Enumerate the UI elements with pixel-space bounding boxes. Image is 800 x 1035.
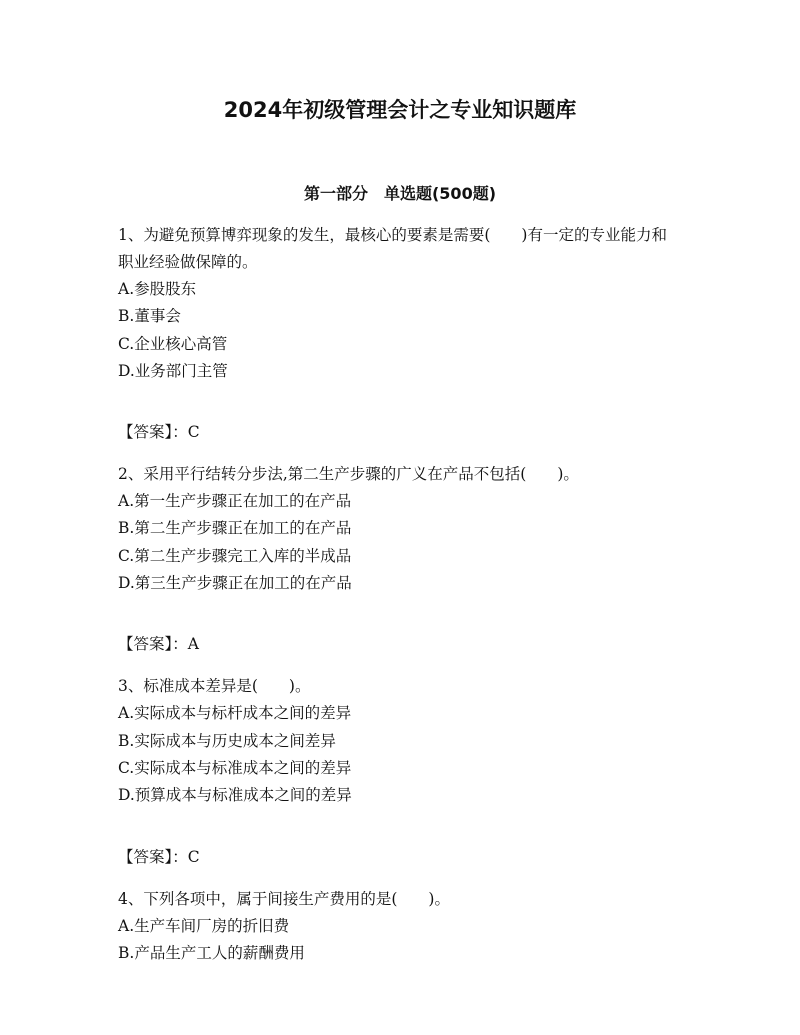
option-c: C.第二生产步骤完工入库的半成品 xyxy=(118,546,352,565)
answer-line xyxy=(118,631,678,658)
option-a: A.实际成本与标杆成本之间的差异 xyxy=(118,704,352,723)
question-stem: 2、采用平行结转分步法,第二生产步骤的广义在产品不包括( )。 xyxy=(118,465,579,484)
option-a: A.第一生产步骤正在加工的在产品 xyxy=(118,492,352,511)
answer-prefix: 【答案】： xyxy=(118,635,188,654)
answer-value: A xyxy=(187,635,199,654)
option-b: B.实际成本与历史成本之间差异 xyxy=(118,731,336,750)
option-b: B.董事会 xyxy=(118,307,181,326)
answer-value: C xyxy=(187,423,200,442)
question-1 xyxy=(118,222,678,446)
answer-prefix: 【答案】： xyxy=(118,847,188,866)
option-b: B.产品生产工人的薪酬费用 xyxy=(118,943,305,962)
option-d: D.预算成本与标准成本之间的差异 xyxy=(118,786,352,805)
question-list xyxy=(118,222,678,967)
option-a: A.生产车间厂房的折旧费 xyxy=(118,916,290,935)
question-3 xyxy=(118,673,678,870)
option-d: D.第三生产步骤正在加工的在产品 xyxy=(118,574,352,593)
question-stem: 4、下列各项中，属于间接生产费用的是( )。 xyxy=(118,889,450,908)
question-4 xyxy=(118,886,678,968)
answer-value: C xyxy=(187,847,200,866)
question-stem: 3、标准成本差异是( )。 xyxy=(118,677,311,696)
option-c: C.实际成本与标准成本之间的差异 xyxy=(118,758,352,777)
question-stem: 1、为避免预算博弈现象的发生，最核心的要素是需要( )有一定的专业能力和职业经验做保障的。 xyxy=(118,226,667,271)
option-b: B.第二生产步骤正在加工的在产品 xyxy=(118,519,352,538)
option-a: A.参股股东 xyxy=(118,280,197,298)
option-d: D.业务部门主管 xyxy=(118,361,228,380)
answer-prefix: 【答案】： xyxy=(118,423,188,442)
option-c: C.企业核心高管 xyxy=(118,334,228,353)
answer-line xyxy=(118,419,678,446)
document-title: 2024年初级管理会计之专业知识题库 xyxy=(223,98,577,122)
answer-line xyxy=(118,844,678,871)
section-title: 第一部分 单选题(500题) xyxy=(303,184,497,203)
question-2 xyxy=(118,461,678,658)
